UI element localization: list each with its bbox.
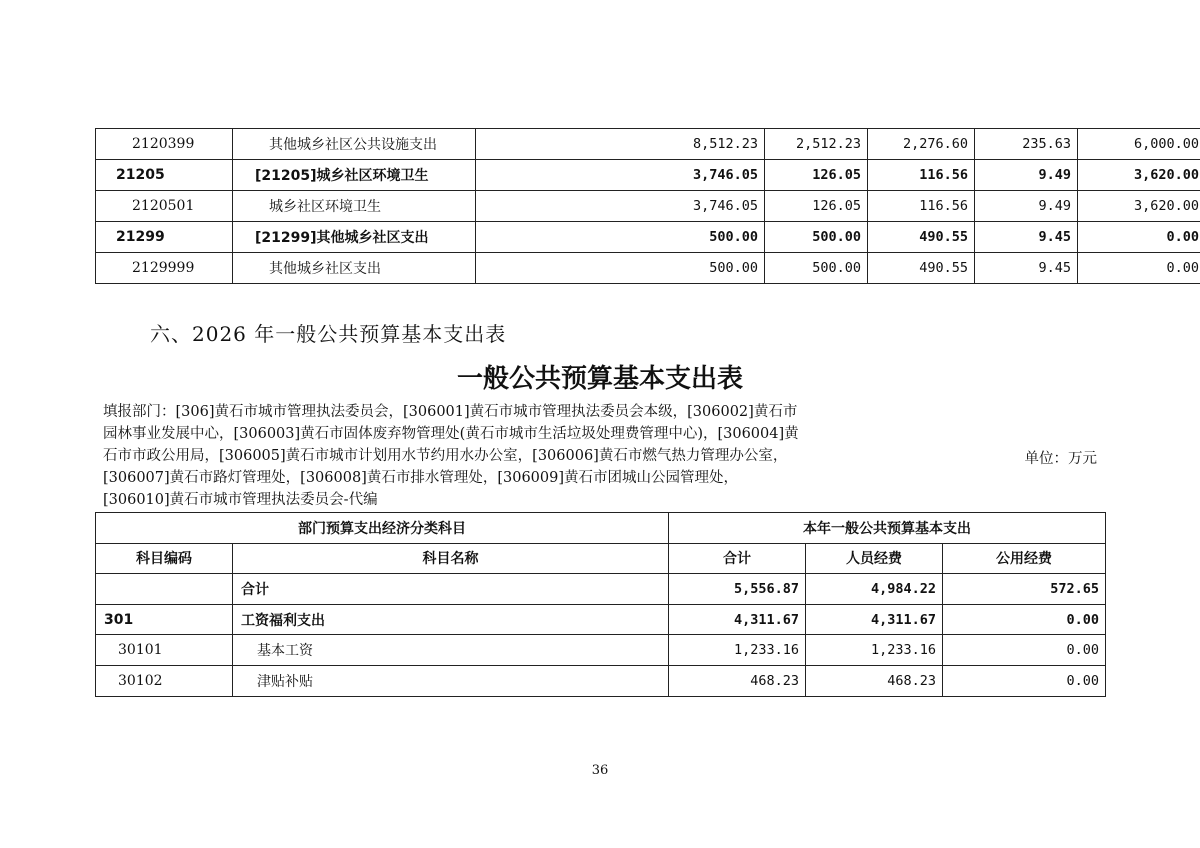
row-public: 9.45 [975,253,1078,284]
basic-expense-table [95,512,1106,697]
row-public: 9.49 [975,191,1078,222]
filler-department-text: 填报部门：[306]黄石市城市管理执法委员会，[306001]黄石市城市管理执法委员会本级，[306002]黄石市园林事业发展中心，[306003]黄石市固体废弃物管理处(黄石市城市生活垃圾处理费管理中心)，[306004]黄石市市政公用局，[306005]黄石市城市计划用水节约用水办公室，[306006]黄石市燃气热力管理办公室，[306007]黄石市路灯管理处，[306008]黄石市排水管理处，[306009]黄石市团城山公园管理处，[306010]黄石市城市管理执法委员会-代编 [103,404,799,508]
row-code: 301 [96,604,233,635]
row-code: 2120399 [96,129,233,160]
row-basic: 500.00 [765,222,868,253]
table-row [96,191,1200,222]
row-public: 0.00 [943,665,1106,696]
row-total: 3,746.05 [476,191,765,222]
row-personnel: 116.56 [868,191,975,222]
row-total: 3,746.05 [476,160,765,191]
row-project: 0.00 [1078,222,1200,253]
table-row [96,604,1106,635]
row-code: 21299 [96,222,233,253]
row-personnel: 2,276.60 [868,129,975,160]
table-row [96,129,1200,160]
header-personnel: 人员经费 [806,543,943,574]
unit-label: 单位：万元 [1024,451,1097,467]
row-public: 0.00 [943,604,1106,635]
page-number: 36 [591,763,609,778]
row-basic: 126.05 [765,191,868,222]
row-name: 城乡社区环境卫生 [233,191,476,222]
header-name: 科目名称 [233,543,669,574]
table-row [96,635,1106,666]
row-personnel: 490.55 [868,253,975,284]
row-personnel: 1,233.16 [806,635,943,666]
row-total: 8,512.23 [476,129,765,160]
row-total: 500.00 [476,253,765,284]
row-public: 0.00 [943,635,1106,666]
prev-expense-table [95,128,1200,284]
row-name: 其他城乡社区公共设施支出 [233,129,476,160]
row-code: 21205 [96,160,233,191]
row-personnel: 468.23 [806,665,943,696]
table-row [96,222,1200,253]
row-name: 基本工资 [233,635,669,666]
header-code: 科目编码 [96,543,233,574]
table-row [96,665,1106,696]
row-public: 9.49 [975,160,1078,191]
row-public: 572.65 [943,574,1106,605]
row-name: 合计 [233,574,669,605]
row-basic: 126.05 [765,160,868,191]
table-row [96,253,1200,284]
row-code: 30101 [96,635,233,666]
row-total: 1,233.16 [669,635,806,666]
table-row [96,160,1200,191]
row-code: 2129999 [96,253,233,284]
header-expense-group: 本年一般公共预算基本支出 [669,513,1106,544]
row-name: [21299]其他城乡社区支出 [233,222,476,253]
row-total: 4,311.67 [669,604,806,635]
table-title: 一般公共预算基本支出表 [456,364,743,394]
row-project: 6,000.00 [1078,129,1200,160]
row-name: 其他城乡社区支出 [233,253,476,284]
table-header-row [96,543,1106,574]
row-code: 2120501 [96,191,233,222]
header-public: 公用经费 [943,543,1106,574]
row-project: 3,620.00 [1078,160,1200,191]
header-classification-group: 部门预算支出经济分类科目 [96,513,669,544]
row-name: 津贴补贴 [233,665,669,696]
row-name: 工资福利支出 [233,604,669,635]
row-project: 0.00 [1078,253,1200,284]
row-total: 500.00 [476,222,765,253]
row-code: 30102 [96,665,233,696]
row-basic: 2,512.23 [765,129,868,160]
row-public: 235.63 [975,129,1078,160]
row-personnel: 4,984.22 [806,574,943,605]
section-heading: 六、2026 年一般公共预算基本支出表 [150,322,507,346]
row-total: 5,556.87 [669,574,806,605]
row-code [96,574,233,605]
row-personnel: 4,311.67 [806,604,943,635]
row-name: [21205]城乡社区环境卫生 [233,160,476,191]
row-basic: 500.00 [765,253,868,284]
row-project: 3,620.00 [1078,191,1200,222]
table-header-group-row [96,513,1106,544]
row-public: 9.45 [975,222,1078,253]
table-row [96,574,1106,605]
header-total: 合计 [669,543,806,574]
row-total: 468.23 [669,665,806,696]
row-personnel: 116.56 [868,160,975,191]
row-personnel: 490.55 [868,222,975,253]
